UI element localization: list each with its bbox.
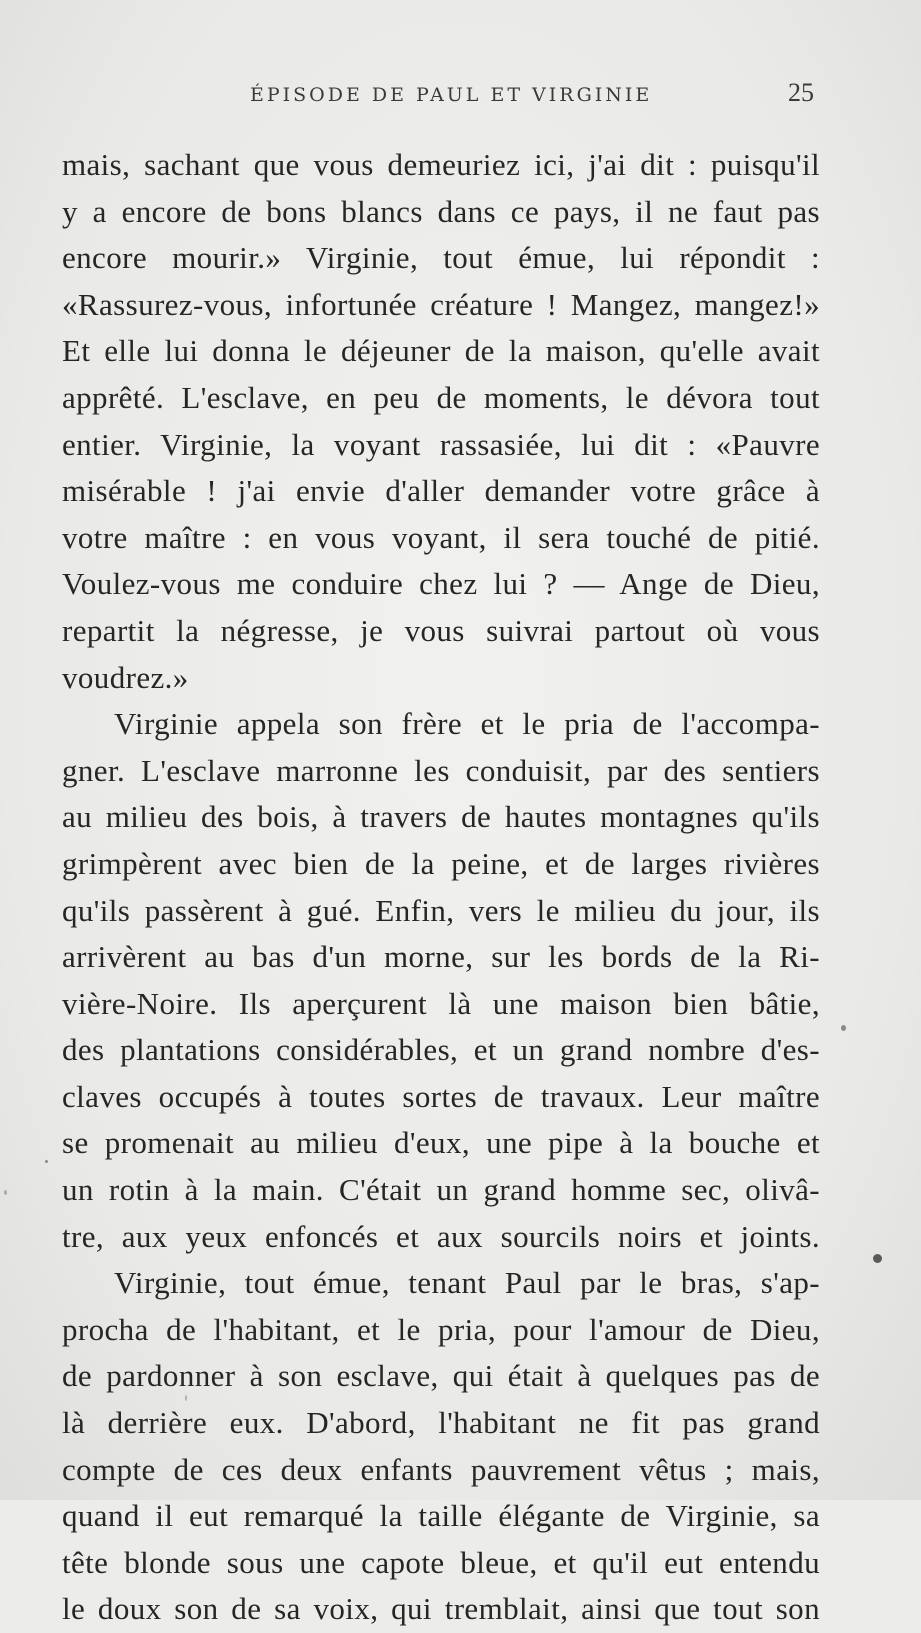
text-line: «Rassurez-vous, infortunée créature ! Mangez, mangez!»: [62, 286, 820, 322]
text-line: repartit la négresse, je vous suivrai partout où vous: [62, 612, 820, 648]
text-line: tre, aux yeux enfoncés et aux sourcils noirs et joints.: [62, 1218, 820, 1254]
ink-speck: [45, 1160, 48, 1163]
running-title: ÉPISODE DE PAUL ET VIRGINIE: [250, 84, 653, 106]
body-text: [62, 142, 820, 1633]
text-line: des plantations considérables, et un grand nombre d'es-: [62, 1032, 820, 1068]
text-line: y a encore de bons blancs dans ce pays, il ne faut pas: [62, 193, 820, 229]
text-line: entier. Virginie, la voyant rassasiée, lui dit : «Pauvre: [62, 426, 820, 462]
text-line: Voulez-vous me conduire chez lui ? — Ange de Dieu,: [62, 566, 820, 602]
text-line: Virginie appela son frère et le pria de l'accompa-: [114, 706, 820, 742]
text-line: Et elle lui donna le déjeuner de la maison, qu'elle avait: [62, 333, 820, 369]
text-line: misérable ! j'ai envie d'aller demander votre grâce à: [62, 473, 820, 509]
text-line: claves occupés à toutes sortes de travaux. Leur maître: [62, 1078, 820, 1114]
ink-speck: [841, 1025, 846, 1031]
ink-speck: [873, 1254, 882, 1263]
text-line: quand il eut remarqué la taille élégante de Virginie, sa: [62, 1498, 820, 1534]
text-line: se promenait au milieu d'eux, une pipe à la bouche et: [62, 1125, 820, 1161]
ink-speck: [185, 1395, 187, 1401]
text-line: au milieu des bois, à travers de hautes montagnes qu'ils: [62, 799, 820, 835]
text-line: votre maître : en vous voyant, il sera touché de pitié.: [62, 519, 820, 555]
text-line: de pardonner à son esclave, qui était à quelques pas de: [62, 1358, 820, 1394]
text-line: gner. L'esclave marronne les conduisit, par des sentiers: [62, 752, 820, 788]
text-line: arrivèrent au bas d'un morne, sur les bords de la Ri-: [62, 939, 820, 975]
text-line: mais, sachant que vous demeuriez ici, j'ai dit : puisqu'il: [62, 147, 820, 182]
text-line: un rotin à la main. C'était un grand homme sec, olivâ-: [62, 1172, 820, 1208]
text-line: voudrez.»: [62, 659, 189, 695]
text-line: grimpèrent avec bien de la peine, et de larges rivières: [62, 845, 820, 881]
ink-speck: [4, 1190, 7, 1195]
page-number: 25: [788, 78, 814, 107]
text-line: encore mourir.» Virginie, tout émue, lui répondit :: [62, 240, 820, 276]
text-line: qu'ils passèrent à gué. Enfin, vers le milieu du jour, ils: [62, 892, 820, 928]
text-line: vière-Noire. Ils aperçurent là une maison bien bâtie,: [62, 985, 820, 1021]
text-line: compte de ces deux enfants pauvrement vêtus ; mais,: [62, 1451, 820, 1487]
text-line: tête blonde sous une capote bleue, et qu'il eut entendu: [62, 1544, 820, 1580]
page-header: [0, 78, 921, 118]
text-line: Virginie, tout émue, tenant Paul par le bras, s'ap-: [114, 1265, 820, 1301]
text-line: le doux son de sa voix, qui tremblait, ainsi que tout son: [62, 1591, 820, 1627]
text-line: procha de l'habitant, et le pria, pour l'amour de Dieu,: [62, 1311, 820, 1347]
text-line: là derrière eux. D'abord, l'habitant ne fit pas grand: [62, 1405, 820, 1441]
text-line: apprêté. L'esclave, en peu de moments, le dévora tout: [62, 379, 820, 415]
